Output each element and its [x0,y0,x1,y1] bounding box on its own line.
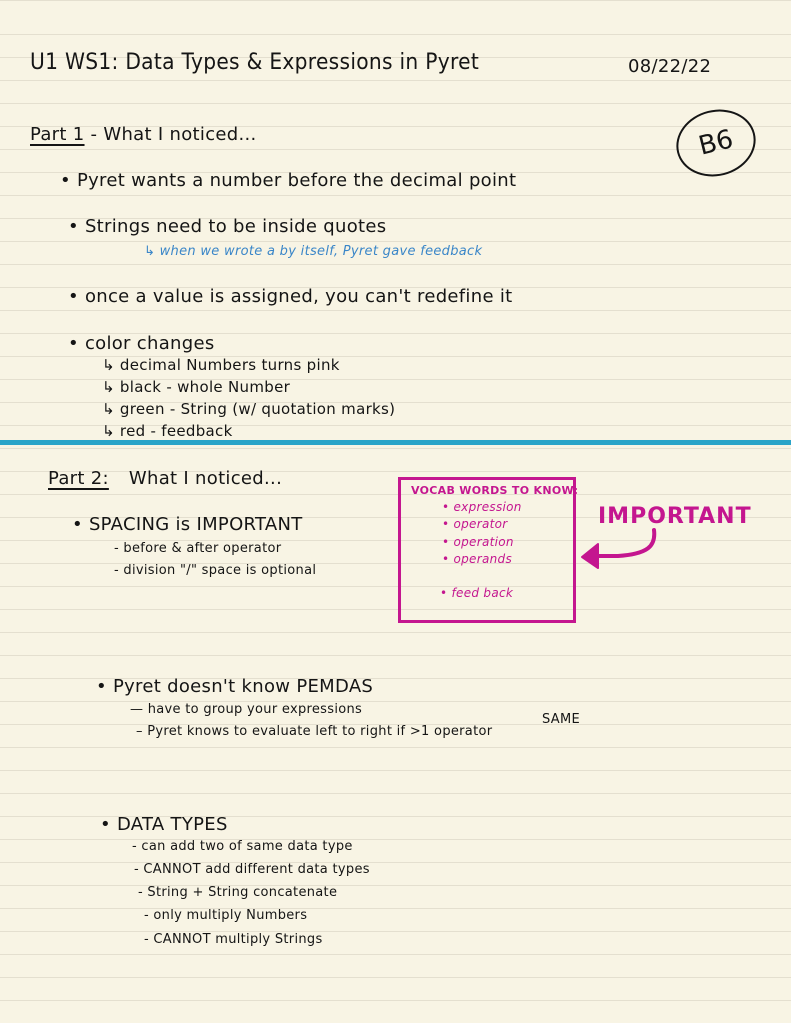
data-types-sub-5: - CANNOT multiply Strings [144,932,323,947]
vocab-item-feedback: • feed back [440,586,514,600]
part1-heading: Part 1 [30,124,85,145]
important-arrow-icon [578,526,662,572]
pemdas-bullet: • Pyret doesn't know PEMDAS [96,676,374,697]
vocab-title: VOCAB WORDS TO KNOW: [411,484,579,497]
vocab-box [398,477,579,623]
color-item-3: ↳ green - String (w/ quotation marks) [102,400,396,418]
part1-heading-rest: - What I noticed... [90,124,257,145]
spacing-bullet: • SPACING is IMPORTANT [72,514,303,535]
spacing-sub-1: - before & after operator [114,541,282,556]
color-item-2: ↳ black - whole Number [102,378,291,396]
same-label: SAME [542,712,581,727]
vocab-item-operator: • operator [442,517,508,531]
date: 08/22/22 [628,56,712,77]
part2-heading-rest: What I noticed... [128,468,283,489]
part2-heading-row [48,468,282,489]
vocab-item-operands: • operands [442,552,512,566]
vocab-item-operation: • operation [442,535,514,549]
page-title: U1 WS1: Data Types & Expressions in Pyret [30,50,480,75]
part1-bullet-4: • color changes [68,333,215,354]
data-types-sub-4: - only multiply Numbers [144,908,308,923]
data-types-sub-1: - can add two of same data type [132,839,353,854]
part1-bullet-3: • once a value is assigned, you can't redefine it [68,286,513,307]
part1-bullet-1: • Pyret wants a number before the decimal point [60,170,517,191]
part2-heading: Part 2: [48,468,109,489]
important-label: IMPORTANT [598,504,752,529]
spacing-sub-2: - division "/" space is optional [114,563,317,578]
part1-heading-row [30,124,257,145]
data-types-sub-3: - String + String concatenate [138,885,338,900]
pemdas-sub-1: — have to group your expressions [130,702,363,717]
pemdas-sub-2: – Pyret knows to evaluate left to right if >1 operator [136,724,493,739]
data-types-bullet: • DATA TYPES [100,814,228,835]
color-item-4: ↳ red - feedback [102,422,233,440]
section-divider [0,440,791,445]
strings-note: ↳ when we wrote a by itself, Pyret gave feedback [144,244,483,259]
vocab-item-expression: • expression [442,500,522,514]
part1-bullet-2: • Strings need to be inside quotes [68,216,387,237]
data-types-sub-2: - CANNOT add different data types [134,862,370,877]
grade-text: B6 [695,124,737,162]
color-item-1: ↳ decimal Numbers turns pink [102,356,340,374]
